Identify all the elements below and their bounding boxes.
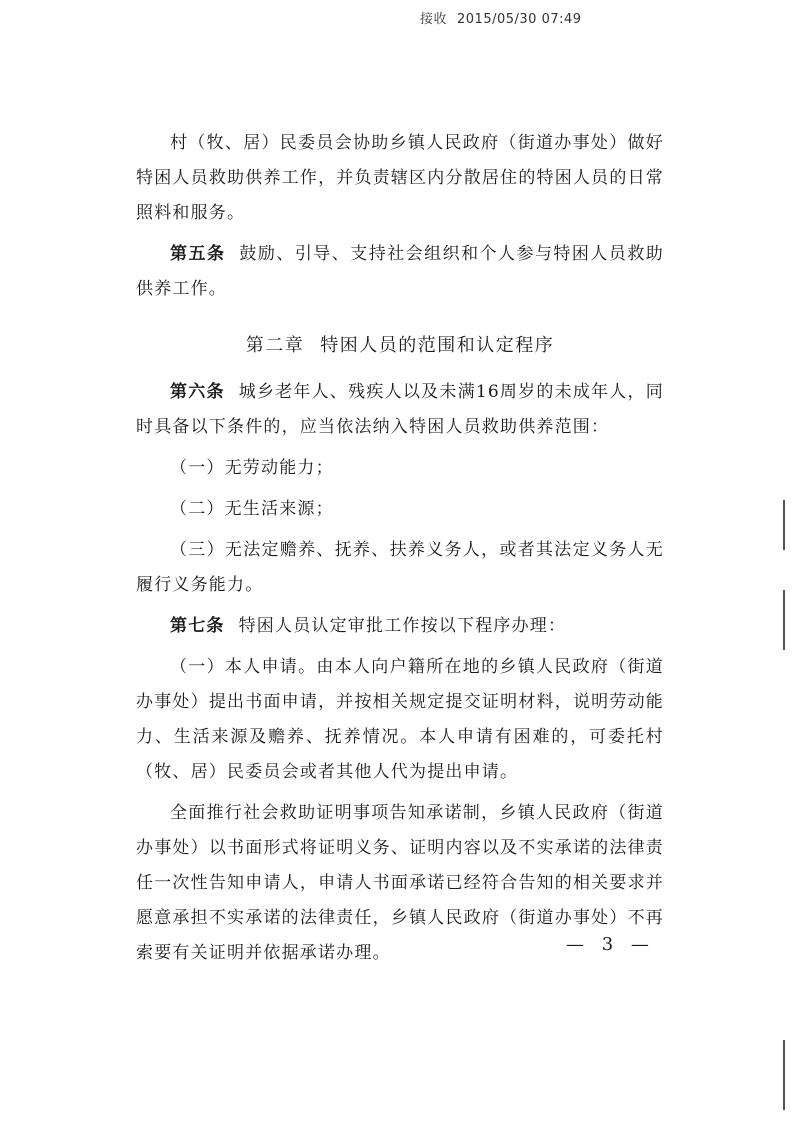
scan-edge-mark: [783, 1040, 785, 1110]
scan-edge-mark: [783, 500, 785, 550]
chapter-number: 第二章: [245, 335, 305, 356]
article-6-item-2: （二）无生活来源；: [170, 499, 334, 519]
fax-header: [420, 8, 582, 27]
article-6-label: 第六条: [170, 382, 225, 402]
article-5: [136, 237, 664, 307]
article-7-text: 特困人员认定审批工作按以下程序办理：: [238, 616, 567, 636]
fax-receive-label: 接收: [420, 12, 448, 27]
article-7-paragraph-2: 全面推行社会救助证明事项告知承诺制，乡镇人民政府（街道办事处）以书面形式将证明义务、证明内容以及不实承诺的法律责任一次性告知申请人，申请人书面承诺已经符合告知的相关要求并愿意承担不实承诺的法律责任，乡镇人民政府（街道办事处）不再索要有关证明并依据承诺办理。: [136, 803, 664, 963]
chapter-title: 特困人员的范围和认定程序: [320, 335, 555, 356]
article-6-item-3: （三）无法定赡养、抚养、扶养义务人，或者其法定义务人无履行义务能力。: [136, 540, 664, 595]
article-5-text: 鼓励、引导、支持社会组织和个人参与特困人员救助供养工作。: [136, 244, 664, 299]
article-7-label: 第七条: [170, 616, 225, 636]
article-5-label: 第五条: [170, 244, 226, 264]
article-6-text: 城乡老年人、残疾人以及未满16周岁的未成年人，同时具备以下条件的，应当依法纳入特困人员救助供养范围：: [136, 382, 664, 437]
article-6-item-1: （一）无劳动能力；: [170, 458, 334, 478]
article-7-item-1: （一）本人申请。由本人向户籍所在地的乡镇人民政府（街道办事处）提出书面申请，并按相关规定提交证明材料，说明劳动能力、生活来源及赡养、抚养情况。本人申请有困难的，可委托村（牧、居）民委员会或者其他人代为提出申请。: [136, 657, 664, 782]
chapter-heading: [136, 331, 664, 361]
article-6: [136, 375, 664, 445]
paragraph-village-committee: 村（牧、居）民委员会协助乡镇人民政府（街道办事处）做好特困人员救助供养工作，并负责辖区内分散居住的特困人员的日常照料和服务。: [136, 133, 664, 223]
fax-datetime: 2015/05/30 07:49: [457, 12, 582, 27]
scan-edge-mark: [783, 590, 785, 650]
page-number: — 3 —: [566, 934, 655, 955]
article-7: [136, 609, 664, 644]
document-body: [136, 126, 664, 977]
